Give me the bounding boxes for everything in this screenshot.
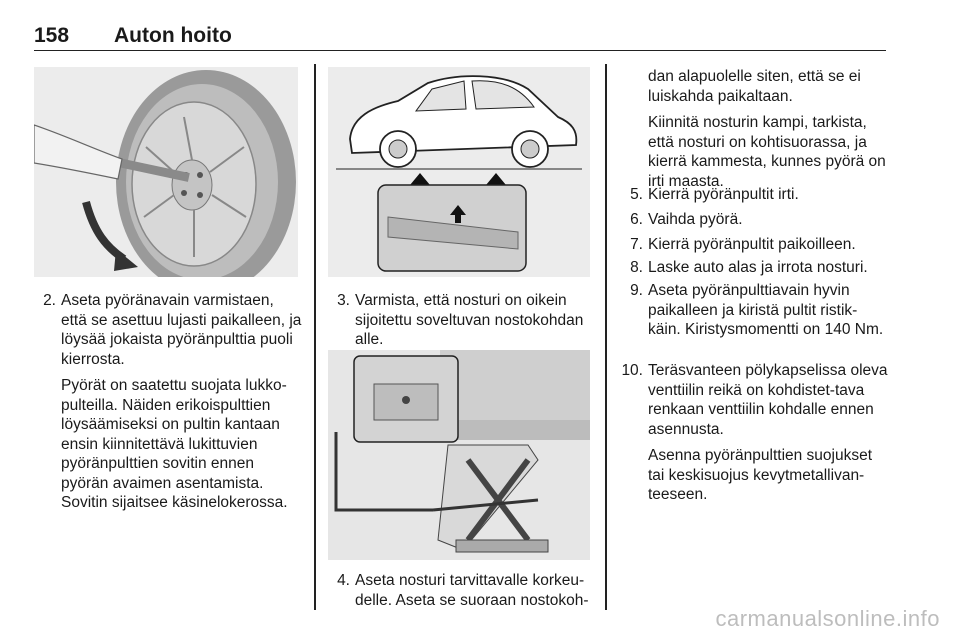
continuation-note: Kiinnitä nosturin kampi, tarkista, että nosturi on kohtisuorassa, ja kierrä kammesta, kunnes pyörä on irti maasta. [648, 114, 886, 190]
watermark: carmanualsonline.info [715, 606, 940, 631]
step-text: Vaihda pyörä. [648, 211, 743, 228]
step-text: Aseta pyöränpulttiavain hyvin paikalleen ja kiristä pultit ristik-käin. Kiristysmomentti on 140 Nm. [648, 282, 884, 338]
step-6 [621, 210, 887, 230]
step-9 [621, 281, 887, 340]
step-7 [621, 235, 887, 255]
page-title: Auton hoito [114, 24, 232, 47]
column-divider [605, 64, 607, 610]
step-10 [621, 361, 889, 505]
step-number: 4. [337, 572, 350, 589]
step-text: Teräsvanteen pölykapselissa oleva venttiilin reikä on kohdistet-tava renkaan venttiilin kohdalle ennen asennusta. [648, 362, 888, 438]
step-8 [621, 258, 887, 278]
step-number: 6. [630, 211, 643, 228]
step-number: 2. [43, 292, 56, 309]
step-number: 3. [337, 292, 350, 309]
step-5 [621, 185, 887, 205]
continuation-text: dan alapuolelle siten, että se ei luiskahda paikaltaan. [648, 68, 861, 105]
scissor-jack-illustration [328, 350, 590, 560]
car-lifting-points-illustration [328, 67, 590, 277]
step-3 [328, 291, 592, 350]
step-number: 10. [621, 362, 643, 379]
step-number: 7. [630, 236, 643, 253]
wheel-wrench-illustration [34, 67, 298, 277]
step-number: 5. [630, 186, 643, 203]
step-text: Varmista, että nosturi on oikein sijoitettu soveltuvan nostokohdan alle. [355, 292, 584, 348]
page-number: 158 [34, 24, 70, 47]
step-text: Aseta pyöränavain varmistaen, että se asettuu lujasti paikalleen, ja löysää jokaista pyöränpulttia puoli kierrosta. [61, 292, 302, 368]
step-4 [328, 571, 592, 610]
step-text: Kierrä pyöränpultit paikoilleen. [648, 236, 856, 253]
step-text: Kierrä pyöränpultit irti. [648, 186, 799, 203]
step-number: 9. [630, 282, 643, 299]
page-header [34, 18, 886, 51]
step-4-continuation [648, 67, 888, 191]
step-note: Pyörät on saatettu suojata lukko-pulteilla. Näiden erikoispulttien löysäämiseksi on pultin kantaan ensin kiinnitettävä lukittuvien pyöränpulttien sovitin ennen pyörän avaimen asentamista. Sovitin sijaitsee käsinelokerossa. [61, 377, 288, 511]
step-2 [34, 291, 302, 513]
step-text: Aseta nosturi tarvittavalle korkeu-delle. Aseta se suoraan nostokoh- [355, 572, 589, 609]
step-number: 8. [630, 259, 643, 276]
step-note: Asenna pyöränpulttien suojukset tai keskisuojus kevytmetallivan-teeseen. [648, 447, 873, 503]
column-divider [314, 64, 316, 610]
step-text: Laske auto alas ja irrota nosturi. [648, 259, 868, 276]
